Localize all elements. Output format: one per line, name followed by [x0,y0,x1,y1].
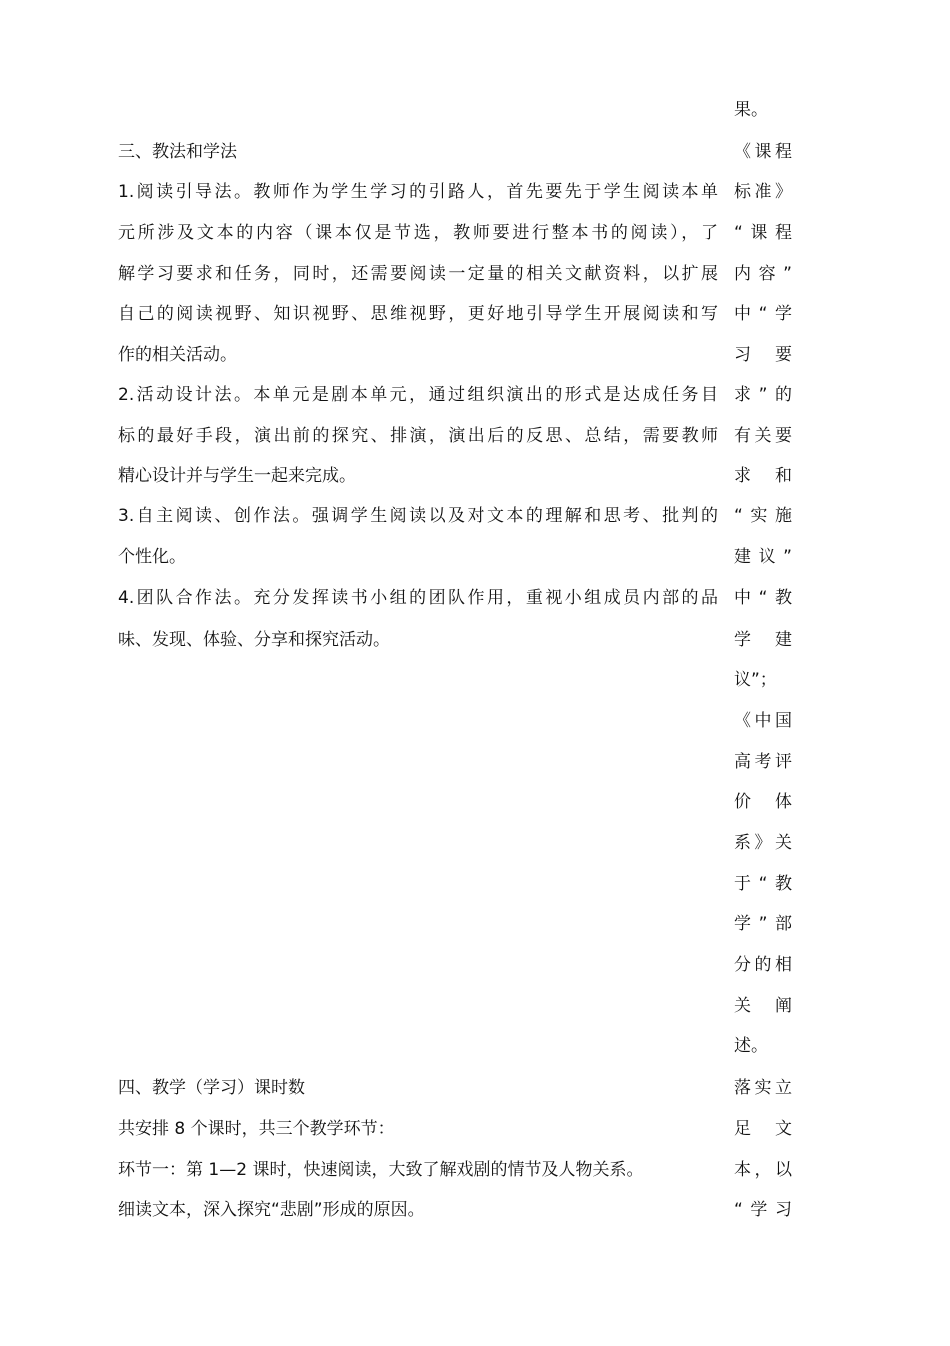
side-line: “实施 [734,506,792,526]
side-line: 高考评 [734,752,792,772]
side-line: 本，以 [734,1160,792,1180]
side-line: 足 文 [734,1119,792,1139]
side-line: 中“学 [734,304,792,324]
side-line: “学习 [734,1200,792,1220]
side-line: 于“教 [734,874,792,894]
side-line: 内容” [734,264,792,284]
para4-line-1: 4.团队合作法。充分发挥读书小组的团队作用，重视小组成员内部的品 [118,588,718,608]
side-line: 《课程 [734,142,792,162]
para1-line-4: 自己的阅读视野、知识视野、思维视野，更好地引导学生开展阅读和写 [118,304,718,324]
para6-line-2: 细读文本，深入探究“悲剧”形成的原因。 [118,1200,425,1220]
para1-line-3: 解学习要求和任务，同时，还需要阅读一定量的相关文献资料，以扩展 [118,264,718,284]
side-line: 习 要 [734,345,792,365]
para5-line: 共安排 8 个课时，共三个教学环节： [118,1119,395,1139]
side-line: 分的相 [734,955,792,975]
side-line: 系》关 [734,833,792,853]
side-line: 果。 [734,100,768,120]
side-line: 《中国 [734,711,792,731]
para3-line-1: 3.自主阅读、创作法。强调学生阅读以及对文本的理解和思考、批判的 [118,506,718,526]
side-line: “课程 [734,223,792,243]
side-line: 中“教 [734,588,792,608]
para1-line-2: 元所涉及文本的内容（课本仅是节选，教师要进行整本书的阅读），了 [118,223,718,243]
section-4-title: 四、教学（学习）课时数 [118,1078,305,1098]
para2-line-2: 标的最好手段，演出前的探究、排演，演出后的反思、总结，需要教师 [118,426,718,446]
section-3-title: 三、教法和学法 [118,142,237,162]
para1-line-5: 作的相关活动。 [118,345,237,365]
side-line: 学”部 [734,914,792,934]
side-line: 有关要 [734,426,792,446]
para1-line-1: 1.阅读引导法。教师作为学生学习的引路人，首先要先于学生阅读本单 [118,182,718,202]
side-line: 关 阐 [734,996,792,1016]
side-line: 建议” [734,547,792,567]
side-line: 述。 [734,1036,768,1056]
side-line: 求”的 [734,385,792,405]
side-line: 学 建 [734,630,792,650]
para4-line-2: 味、发现、体验、分享和探究活动。 [118,630,390,650]
side-line: 标准》 [734,182,792,202]
side-line: 价 体 [734,792,792,812]
para3-line-2: 个性化。 [118,547,186,567]
side-line: 求 和 [734,466,792,486]
para2-line-1: 2.活动设计法。本单元是剧本单元，通过组织演出的形式是达成任务目 [118,385,718,405]
side-line: 议”； [734,670,777,690]
para2-line-3: 精心设计并与学生一起来完成。 [118,466,356,486]
side-line: 落实立 [734,1078,792,1098]
para6-line-1: 环节一：第 1—2 课时，快速阅读，大致了解戏剧的情节及人物关系。 [118,1160,644,1180]
